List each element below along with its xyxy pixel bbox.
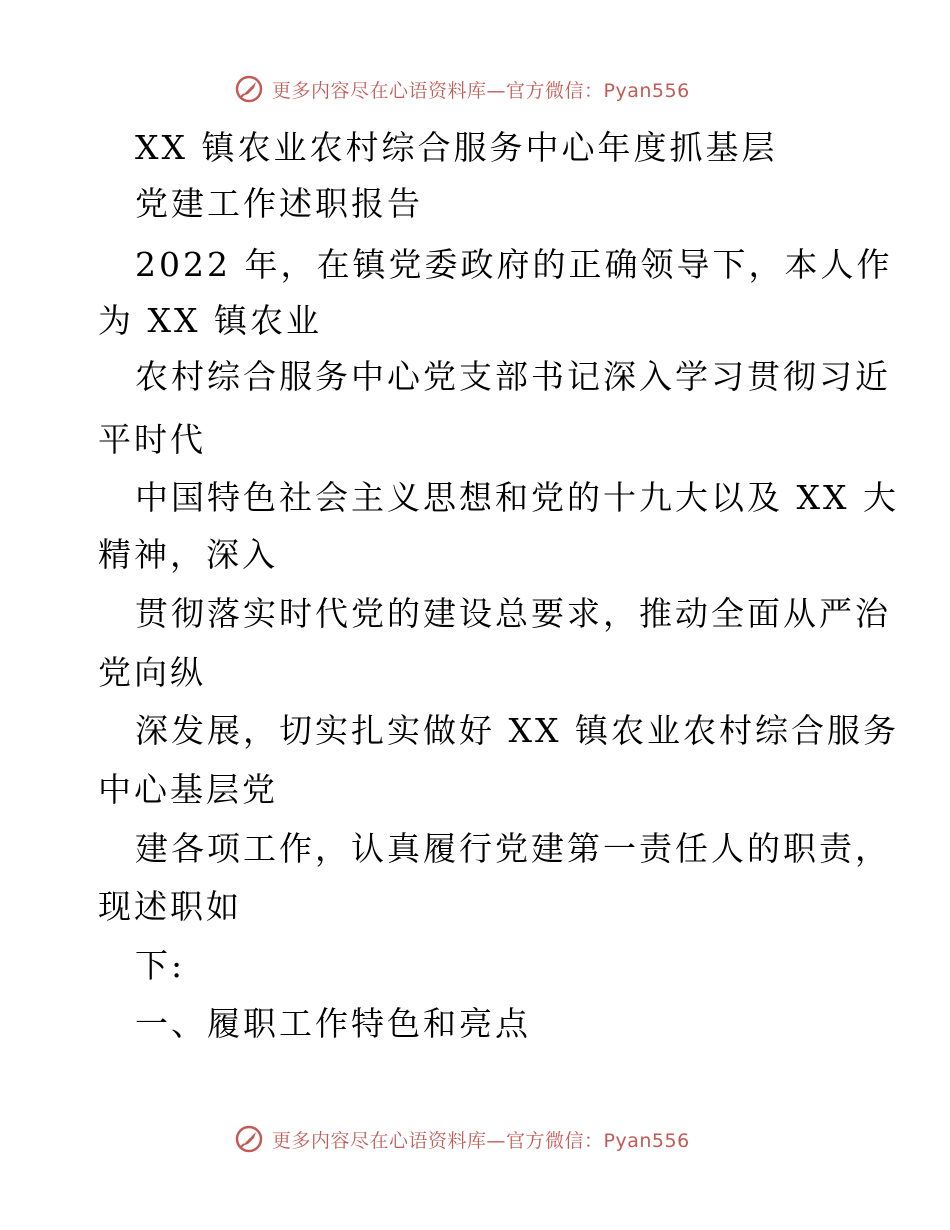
paragraph-line: 党向纵 [98, 653, 206, 692]
paragraph-line: 为 XX 镇农业 [98, 301, 322, 340]
paragraph-line: 精神，深入 [98, 535, 278, 574]
footer-watermark [234, 1122, 690, 1156]
paragraph-line: 现述职如 [98, 887, 242, 926]
paragraph-line: 建各项工作，认真履行党建第一责任人的职责， [135, 829, 891, 868]
paragraph-line: 下: [135, 946, 186, 985]
title-line-2: 党建工作述职报告 [135, 184, 423, 223]
paragraph-line: 农村综合服务中心党支部书记深入学习贯彻习近 [135, 357, 891, 396]
header-watermark [234, 72, 690, 106]
section-heading: 一、履职工作特色和亮点 [135, 1004, 531, 1043]
paragraph-line: 中心基层党 [98, 770, 278, 809]
paragraph-line: 深发展，切实扎实做好 XX 镇农业农村综合服务 [135, 711, 899, 750]
paragraph-line: 2022 年，在镇党委政府的正确领导下，本人作 [135, 245, 893, 284]
watermark-text: 更多内容尽在心语资料库—官方微信：Pyan556 [272, 79, 690, 102]
quill-logo-icon [234, 74, 264, 104]
quill-logo-icon [234, 1124, 264, 1154]
title-line-1: XX 镇农业农村综合服务中心年度抓基层 [135, 128, 778, 167]
paragraph-line: 中国特色社会主义思想和党的十九大以及 XX 大 [135, 478, 899, 517]
paragraph-line: 平时代 [98, 420, 206, 459]
watermark-text: 更多内容尽在心语资料库—官方微信：Pyan556 [272, 1129, 690, 1152]
paragraph-line: 贯彻落实时代党的建设总要求，推动全面从严治 [135, 594, 891, 633]
